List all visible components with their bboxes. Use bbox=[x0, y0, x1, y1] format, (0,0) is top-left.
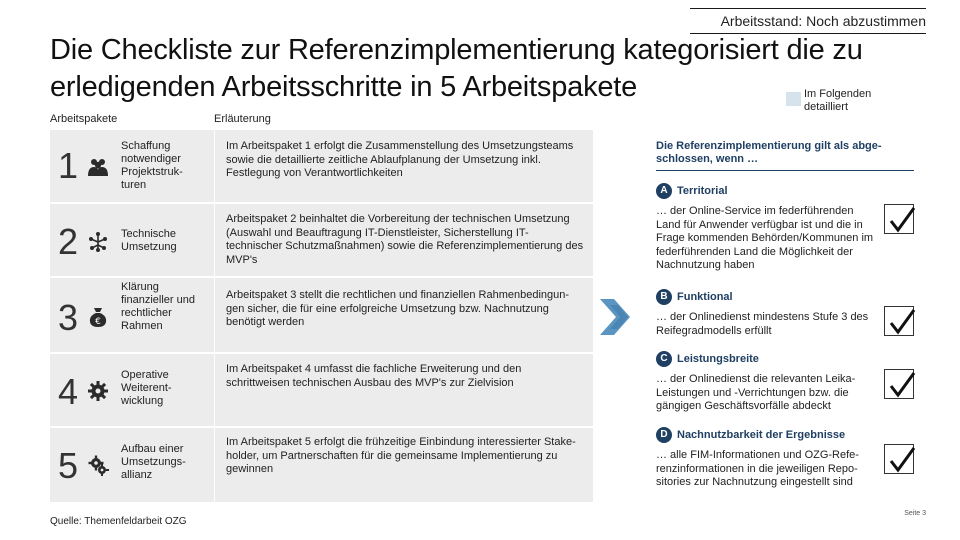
criterion-badge: A bbox=[656, 183, 672, 199]
package-description: Im Arbeitspaket 1 erfolgt die Zusammenstellung des Umsetzungsteams sowie die detaillierte zeitliche Ablaufplanung der Umsetzung inkl. Festlegung von Verantwortlichkeiten bbox=[226, 140, 574, 179]
criterion-text: … der Onlinedienst die relevanten Leika-Leistungen und -Verrichtungen bzw. die gängigen Geschäftsvorfälle abdeckt bbox=[656, 373, 856, 412]
heading-underline bbox=[656, 170, 914, 171]
gear-icon bbox=[87, 380, 109, 402]
criterion-label: Nachnutzbarkeit der Ergebnisse bbox=[677, 428, 846, 441]
row-divider bbox=[50, 202, 593, 204]
package-number: 1 bbox=[58, 145, 79, 186]
criterion-c bbox=[656, 350, 759, 366]
package-label: Aufbau einer Umsetzungs-allianz bbox=[121, 443, 186, 481]
criterion-label: Funktional bbox=[677, 290, 733, 303]
package-description: Im Arbeitspaket 5 erfolgt die frühzeitige Einbindung interessierter Stake-holder, um Partnerschaften für die gemeinsame Implementierung zu gewinnen bbox=[226, 436, 576, 475]
people-icon bbox=[87, 156, 109, 178]
criterion-label: Territorial bbox=[677, 184, 728, 197]
checkmark-icon bbox=[884, 369, 914, 399]
criterion-d bbox=[656, 426, 845, 442]
column-header-explanation: Erläuterung bbox=[214, 113, 271, 125]
column-divider bbox=[214, 130, 215, 502]
row-divider bbox=[50, 352, 593, 354]
package-label: Klärung finanzieller und rechtlicher Rahmen bbox=[121, 281, 195, 332]
criterion-text: … der Online-Service im federführenden Land für Anwender verfügbar ist und die in Frage kommenden Behörden/Kommunen im federführenden Land die Möglichkeit der Nachnutzung haben bbox=[656, 205, 874, 271]
completion-heading: Die Referenzimplementierung gilt als abge-schlossen, wenn … bbox=[656, 140, 882, 165]
criterion-badge: B bbox=[656, 289, 672, 305]
package-description: Im Arbeitspaket 4 umfasst die fachliche Erweiterung und den schrittweisen technischen Ausbau des MVP's zur Zielvision bbox=[226, 363, 522, 389]
package-number: 5 bbox=[58, 445, 79, 486]
network-icon bbox=[87, 231, 109, 253]
status-note: Arbeitsstand: Noch abzustimmen bbox=[690, 8, 926, 34]
money-bag-icon bbox=[87, 306, 109, 328]
package-number: 4 bbox=[58, 371, 79, 412]
legend-swatch bbox=[786, 92, 801, 106]
svg-text:€: € bbox=[95, 317, 101, 327]
source-note: Quelle: Themenfeldarbeit OZG bbox=[50, 516, 187, 527]
checkmark-icon bbox=[884, 444, 914, 474]
chevron-right-icon bbox=[596, 297, 636, 337]
criterion-text: … der Onlinedienst mindestens Stufe 3 des Reifegradmodells erfüllt bbox=[656, 311, 869, 337]
package-description: Arbeitspaket 3 stellt die rechtlichen und finanziellen Rahmenbedingun-gen sicher, die für eine erfolgreiche Umsetzung bzw. Nachnutzung benötigt werden bbox=[226, 289, 570, 328]
package-label: Technische Umsetzung bbox=[121, 228, 177, 253]
row-divider bbox=[50, 426, 593, 428]
criterion-label: Leistungsbreite bbox=[677, 352, 759, 365]
criterion-text: … alle FIM-Informationen und OZG-Refe-renzinformationen in die jeweiligen Repo-sitories zur Nachnutzung eingestellt sind bbox=[656, 449, 859, 488]
package-label: Operative Weiterent-wicklung bbox=[121, 369, 172, 407]
page-title: Die Checkliste zur Referenzimplementierung kategorisiert die zu erledigenden Arbeitsschritte in 5 Arbeitspakete bbox=[50, 34, 863, 103]
page-number: Seite 3 bbox=[904, 510, 926, 517]
checkmark-icon bbox=[884, 204, 914, 234]
legend-text: Im Folgenden detailliert bbox=[804, 88, 872, 113]
row-divider bbox=[50, 276, 593, 278]
criterion-b bbox=[656, 288, 733, 304]
package-label: Schaffung notwendiger Projektstruk-turen bbox=[121, 140, 183, 191]
criterion-badge: C bbox=[656, 351, 672, 367]
gears-icon bbox=[87, 454, 109, 476]
criterion-a bbox=[656, 182, 728, 198]
package-number: 3 bbox=[58, 297, 79, 338]
criterion-badge: D bbox=[656, 427, 672, 443]
checkmark-icon bbox=[884, 306, 914, 336]
package-number: 2 bbox=[58, 221, 79, 262]
package-description: Arbeitspaket 2 beinhaltet die Vorbereitung der technischen Umsetzung (Auswahl und Beauftragung IT-Dienstleister, Sicherstellung IT-technischer Schutzmaßnahmen) sowie die Referenzimplementierung des MVP's bbox=[226, 213, 584, 266]
column-header-packages: Arbeitspakete bbox=[50, 113, 118, 125]
